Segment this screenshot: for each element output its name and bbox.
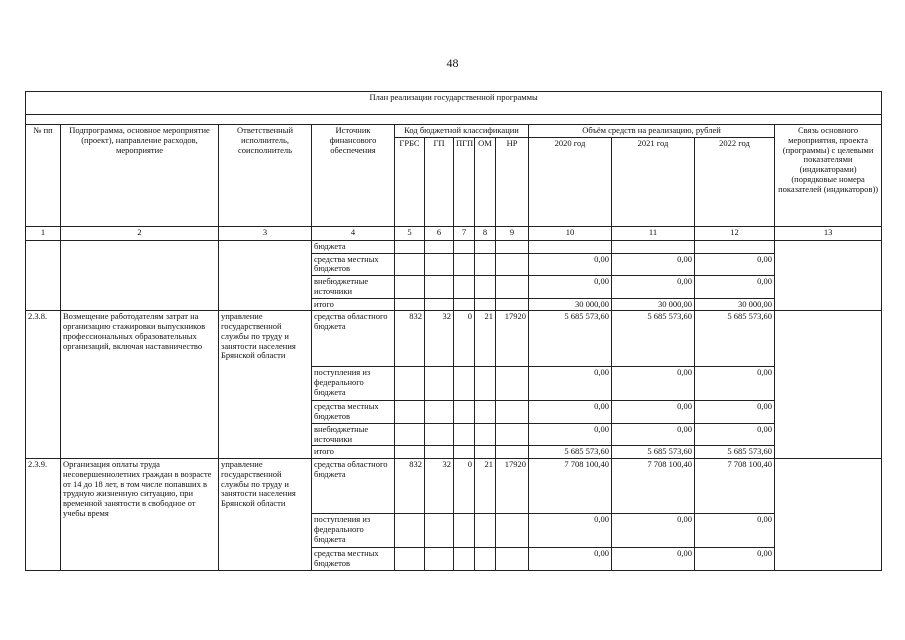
cell-2020: 7 708 100,40 — [529, 459, 612, 514]
cell-2022: 0,00 — [695, 423, 775, 446]
header-num: № пп — [26, 125, 61, 227]
cell-2021: 0,00 — [612, 367, 695, 401]
cell-pgp — [454, 401, 475, 424]
cell-2020: 0,00 — [529, 514, 612, 548]
cell-om — [475, 548, 496, 571]
header-subprogram: Подпрограмма, основное мероприятие (проект), направление расходов, мероприятие — [61, 125, 219, 227]
cell-num — [26, 240, 61, 311]
cell-pgp — [454, 548, 475, 571]
cell-name: Организация оплаты труда несовершеннолетних граждан в возрасте от 14 до 18 лет, в том числе попавших в трудную жизненную ситуацию, при временной занятости в свободное от учебы время — [61, 459, 219, 571]
cell-2021: 0,00 — [612, 514, 695, 548]
cell-2020: 0,00 — [529, 276, 612, 299]
cell-link — [775, 311, 882, 459]
cell-link — [775, 240, 882, 311]
cell-om — [475, 367, 496, 401]
cell-source: средства местных бюджетов — [312, 548, 395, 571]
cell-gp: 32 — [425, 459, 454, 514]
cell-om — [475, 276, 496, 299]
cell-gp — [425, 514, 454, 548]
cell-2022: 30 000,00 — [695, 298, 775, 311]
cell-pgp: 0 — [454, 311, 475, 367]
col-number: 1 — [26, 226, 61, 240]
cell-nr — [496, 401, 529, 424]
cell-2021 — [612, 240, 695, 253]
header-grbs: ГРБС — [395, 137, 425, 226]
cell-gp — [425, 298, 454, 311]
col-number: 12 — [695, 226, 775, 240]
header-2022: 2022 год — [695, 137, 775, 226]
cell-gp — [425, 423, 454, 446]
cell-2020: 0,00 — [529, 548, 612, 571]
header-2020: 2020 год — [529, 137, 612, 226]
cell-pgp: 0 — [454, 459, 475, 514]
cell-gp — [425, 548, 454, 571]
cell-source: средства областного бюджета — [312, 311, 395, 367]
cell-nr: 17920 — [496, 459, 529, 514]
cell-grbs — [395, 367, 425, 401]
cell-source: средства областного бюджета — [312, 459, 395, 514]
cell-om — [475, 423, 496, 446]
cell-2021: 0,00 — [612, 276, 695, 299]
cell-2021: 7 708 100,40 — [612, 459, 695, 514]
cell-pgp — [454, 298, 475, 311]
cell-grbs — [395, 446, 425, 459]
cell-nr — [496, 367, 529, 401]
cell-grbs: 832 — [395, 311, 425, 367]
cell-gp: 32 — [425, 311, 454, 367]
cell-2021: 5 685 573,60 — [612, 311, 695, 367]
cell-om — [475, 240, 496, 253]
cell-2021: 5 685 573,60 — [612, 446, 695, 459]
cell-grbs — [395, 298, 425, 311]
col-number: 7 — [454, 226, 475, 240]
cell-pgp — [454, 367, 475, 401]
cell-2022 — [695, 240, 775, 253]
cell-source: средства местных бюджетов — [312, 401, 395, 424]
cell-num: 2.3.9. — [26, 459, 61, 571]
cell-grbs — [395, 401, 425, 424]
header-source: Источник финансового обеспечения — [312, 125, 395, 227]
header-gp: ГП — [425, 137, 454, 226]
cell-om — [475, 401, 496, 424]
cell-source: внебюджетные источники — [312, 423, 395, 446]
col-number: 4 — [312, 226, 395, 240]
header-pgp: ПГП — [454, 137, 475, 226]
table-title: План реализации государственной программы — [26, 92, 882, 115]
cell-grbs — [395, 253, 425, 276]
cell-nr — [496, 253, 529, 276]
header-om: ОМ — [475, 137, 496, 226]
cell-pgp — [454, 423, 475, 446]
col-number: 3 — [219, 226, 312, 240]
cell-gp — [425, 240, 454, 253]
cell-2020 — [529, 240, 612, 253]
cell-nr — [496, 298, 529, 311]
cell-2022: 0,00 — [695, 514, 775, 548]
cell-pgp — [454, 253, 475, 276]
cell-nr — [496, 548, 529, 571]
cell-grbs — [395, 548, 425, 571]
cell-source: поступления из федерального бюджета — [312, 367, 395, 401]
cell-source: итого — [312, 446, 395, 459]
cell-grbs — [395, 423, 425, 446]
cell-2021: 0,00 — [612, 423, 695, 446]
cell-executor — [219, 240, 312, 311]
cell-source: бюджета — [312, 240, 395, 253]
cell-pgp — [454, 446, 475, 459]
cell-2022: 7 708 100,40 — [695, 459, 775, 514]
cell-nr — [496, 423, 529, 446]
cell-grbs — [395, 240, 425, 253]
cell-2020: 5 685 573,60 — [529, 446, 612, 459]
cell-2020: 0,00 — [529, 401, 612, 424]
cell-gp — [425, 253, 454, 276]
col-number: 10 — [529, 226, 612, 240]
cell-2022: 0,00 — [695, 401, 775, 424]
cell-num: 2.3.8. — [26, 311, 61, 459]
cell-2022: 5 685 573,60 — [695, 311, 775, 367]
cell-2020: 0,00 — [529, 423, 612, 446]
cell-gp — [425, 446, 454, 459]
cell-om — [475, 298, 496, 311]
cell-source: поступления из федерального бюджета — [312, 514, 395, 548]
cell-gp — [425, 367, 454, 401]
cell-nr: 17920 — [496, 311, 529, 367]
col-number: 2 — [61, 226, 219, 240]
cell-link — [775, 459, 882, 571]
program-plan-table — [25, 91, 882, 571]
cell-nr — [496, 276, 529, 299]
cell-gp — [425, 401, 454, 424]
cell-source: средства местных бюджетов — [312, 253, 395, 276]
cell-2020: 30 000,00 — [529, 298, 612, 311]
cell-pgp — [454, 240, 475, 253]
cell-om: 21 — [475, 311, 496, 367]
cell-name: Возмещение работодателям затрат на организацию стажировки выпускников профессиональных образовательных организаций, включая наставничество — [61, 311, 219, 459]
cell-name — [61, 240, 219, 311]
header-2021: 2021 год — [612, 137, 695, 226]
cell-executor: управление государственной службы по труду и занятости населения Брянской области — [219, 311, 312, 459]
cell-2020: 0,00 — [529, 253, 612, 276]
cell-pgp — [454, 514, 475, 548]
cell-nr — [496, 240, 529, 253]
header-executor: Ответственный исполнитель, соисполнитель — [219, 125, 312, 227]
cell-2021: 0,00 — [612, 253, 695, 276]
cell-gp — [425, 276, 454, 299]
col-number: 6 — [425, 226, 454, 240]
col-number: 9 — [496, 226, 529, 240]
cell-2022: 5 685 573,60 — [695, 446, 775, 459]
cell-grbs — [395, 276, 425, 299]
cell-om — [475, 253, 496, 276]
cell-om — [475, 514, 496, 548]
header-volume: Объём средств на реализацию, рублей — [529, 125, 775, 138]
col-number: 5 — [395, 226, 425, 240]
cell-2021: 0,00 — [612, 401, 695, 424]
cell-2020: 5 685 573,60 — [529, 311, 612, 367]
cell-om — [475, 446, 496, 459]
cell-2022: 0,00 — [695, 548, 775, 571]
col-number: 13 — [775, 226, 882, 240]
cell-2021: 30 000,00 — [612, 298, 695, 311]
header-link: Связь основного мероприятия, проекта (программы) с целевыми показателями (индикаторами) (порядковые номера показателей (индикаторов)) — [775, 125, 882, 227]
header-nr: НР — [496, 137, 529, 226]
cell-grbs — [395, 514, 425, 548]
cell-2022: 0,00 — [695, 253, 775, 276]
cell-source: итого — [312, 298, 395, 311]
cell-pgp — [454, 276, 475, 299]
cell-2022: 0,00 — [695, 276, 775, 299]
cell-nr — [496, 446, 529, 459]
spacer — [26, 115, 882, 125]
cell-executor: управление государственной службы по труду и занятости населения Брянской области — [219, 459, 312, 571]
cell-2021: 0,00 — [612, 548, 695, 571]
col-number: 11 — [612, 226, 695, 240]
page-number: 48 — [446, 56, 459, 70]
cell-source: внебюджетные источники — [312, 276, 395, 299]
header-budget-code: Код бюджетной классификации — [395, 125, 529, 138]
cell-grbs: 832 — [395, 459, 425, 514]
cell-om: 21 — [475, 459, 496, 514]
cell-2020: 0,00 — [529, 367, 612, 401]
cell-nr — [496, 514, 529, 548]
col-number: 8 — [475, 226, 496, 240]
cell-2022: 0,00 — [695, 367, 775, 401]
